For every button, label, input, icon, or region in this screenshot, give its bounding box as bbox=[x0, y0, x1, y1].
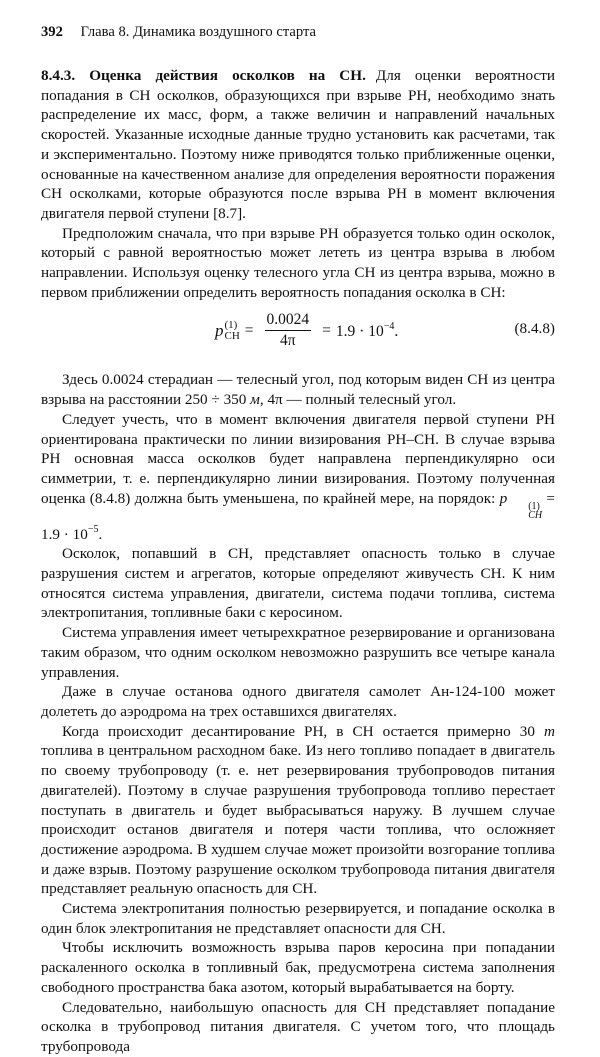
paragraph-2-text-a: Здесь 0.0024 стерадиан — телесный угол, под которым виден СН из центра взрыва на расстоянии 250 ÷ 350 bbox=[41, 371, 555, 409]
paragraph-6: Даже в случае останова одного двигателя самолет Ан-124-100 может долететь до аэродрома на трех оставшихся двигателях. bbox=[41, 683, 555, 720]
equation-variable: p bbox=[215, 320, 224, 340]
paragraph-1: Предположим сначала, что при взрыве РН образуется только один осколок, который с равной вероятностью может лететь из центра взрыва в любом направлении. Используя оценку телесного угла СН из центра взрыва, можно в первом приближении определить вероятность попадания осколка в СН: bbox=[41, 224, 555, 301]
section-heading: 8.4.3. Оценка действия осколков на СН. bbox=[41, 67, 366, 84]
inline-formula bbox=[499, 489, 543, 521]
equation-exponent: −4 bbox=[383, 320, 395, 332]
chapter-title: Глава 8. Динамика воздушного старта bbox=[80, 24, 317, 40]
paragraph-4: Осколок, попавший в СН, представляет опасность только в случае разрушения систем и агрегатов, которые определяют живучесть СН. К ним относятся система управления, двигатели, система подачи топлива, система электропитания, топливные баки с керосином. bbox=[41, 545, 555, 622]
equation-superscript: (1) bbox=[224, 318, 238, 331]
inline-formula-sup: (1) bbox=[528, 500, 540, 512]
paragraph-7-text-a: Когда происходит десантирование РН, в СН остается примерно 30 bbox=[62, 722, 545, 740]
fraction bbox=[265, 310, 312, 351]
inline-formula-var: p bbox=[499, 489, 508, 507]
equation-8-4-8 bbox=[41, 306, 555, 364]
inline-formula-indices bbox=[507, 502, 542, 520]
paragraph-5: Система управления имеет четырехкратное резервирование и организована таким образом, что одним осколком невозможно разрушить все четыре канала управления. bbox=[41, 624, 555, 681]
page-number: 392 bbox=[41, 24, 63, 40]
equation-result-mantissa: 1.9 · 10 bbox=[335, 322, 384, 340]
equation-indices bbox=[225, 320, 240, 342]
paragraph-7 bbox=[41, 722, 555, 899]
paragraph-10: Следовательно, наибольшую опасность для СН представляет попадание осколка в трубопровод питания двигателя. С учетом того, что площадь трубопровода bbox=[41, 998, 555, 1055]
inline-formula-sub: CH bbox=[528, 509, 543, 521]
inline-formula-rhs: = 1.9 · 10 bbox=[41, 489, 555, 543]
equation-body bbox=[215, 310, 398, 351]
paragraph-7-text-b: топлива в центральном расходном баке. Из него топливо попадает в двигатель по своему трубопроводу (т. е. нет резервирования трубопроводов питания двигателей). Поэтому в случае разрушения трубопровода топливо перестает поступать в двигатель и будет выбрасываться наружу. В лучшем случае происходит останов двигателя и потеря части топлива, что осложняет достижение аэродрома. В худшем случае может произойти возгорание топлива и даже взрыв. Поэтому разрушение осколком трубопровода питания двигателя представляет реальную опасность для СН. bbox=[41, 742, 555, 898]
section-intro-text: Для оценки вероятности попадания в СН осколков, образующихся при взрыве РН, необходимо знать распределение их масс, форм, а также величин и направлений начальных скоростей. Указанные исходные данные трудно установить как расчетами, так и экспериментально. Поэтому ниже приводятся только приближенные оценки, основанные на качественном анализе для определения вероятности поражения СН осколками, которые образуются после взрыва РН в момент включения двигателя первой ступени [8.7]. bbox=[41, 67, 555, 222]
running-header bbox=[41, 24, 316, 41]
inline-formula-period: . bbox=[98, 525, 103, 543]
equation-period: . bbox=[394, 322, 399, 340]
inline-formula-exponent: −5 bbox=[87, 523, 99, 535]
equation-number: (8.4.8) bbox=[514, 320, 555, 338]
equals-sign: = bbox=[244, 321, 254, 339]
paragraph-9: Чтобы исключить возможность взрыва паров керосина при попадании раскаленного осколка в топливный бак, предусмотрена система заполнения свободного пространства бака азотом, который вырабатывается на борту. bbox=[41, 939, 555, 996]
unit-meters: м bbox=[250, 391, 260, 409]
section-intro-paragraph bbox=[41, 66, 555, 224]
paragraph-2 bbox=[41, 370, 555, 409]
fraction-numerator: 0.0024 bbox=[265, 310, 312, 331]
fraction-denominator: 4π bbox=[280, 332, 296, 350]
equation-subscript: CH bbox=[224, 329, 240, 342]
paragraph-2-text-b: , 4π — полный телесный угол. bbox=[259, 391, 457, 409]
paragraph-8: Система электропитания полностью резервируется, и попадание осколка в один блок электропитания не представляет опасности для СН. bbox=[41, 900, 555, 937]
paragraph-3-text: Следует учесть, что в момент включения двигателя первой ступени РН ориентирована практически по линии визирования РН–СН. В случае взрыва РН основная масса осколков будет направлена перпендикулярно оси симметрии, т. е. перпендикулярно линии визирования. Поэтому полученная оценка (8.4.8) должна быть уменьшена, по крайней мере, на порядок: bbox=[41, 410, 555, 507]
equals-sign-2: = bbox=[322, 321, 331, 339]
equation-result bbox=[336, 321, 398, 341]
unit-tons: т bbox=[544, 722, 555, 740]
paragraph-3 bbox=[41, 410, 555, 545]
page-body bbox=[41, 66, 555, 1057]
